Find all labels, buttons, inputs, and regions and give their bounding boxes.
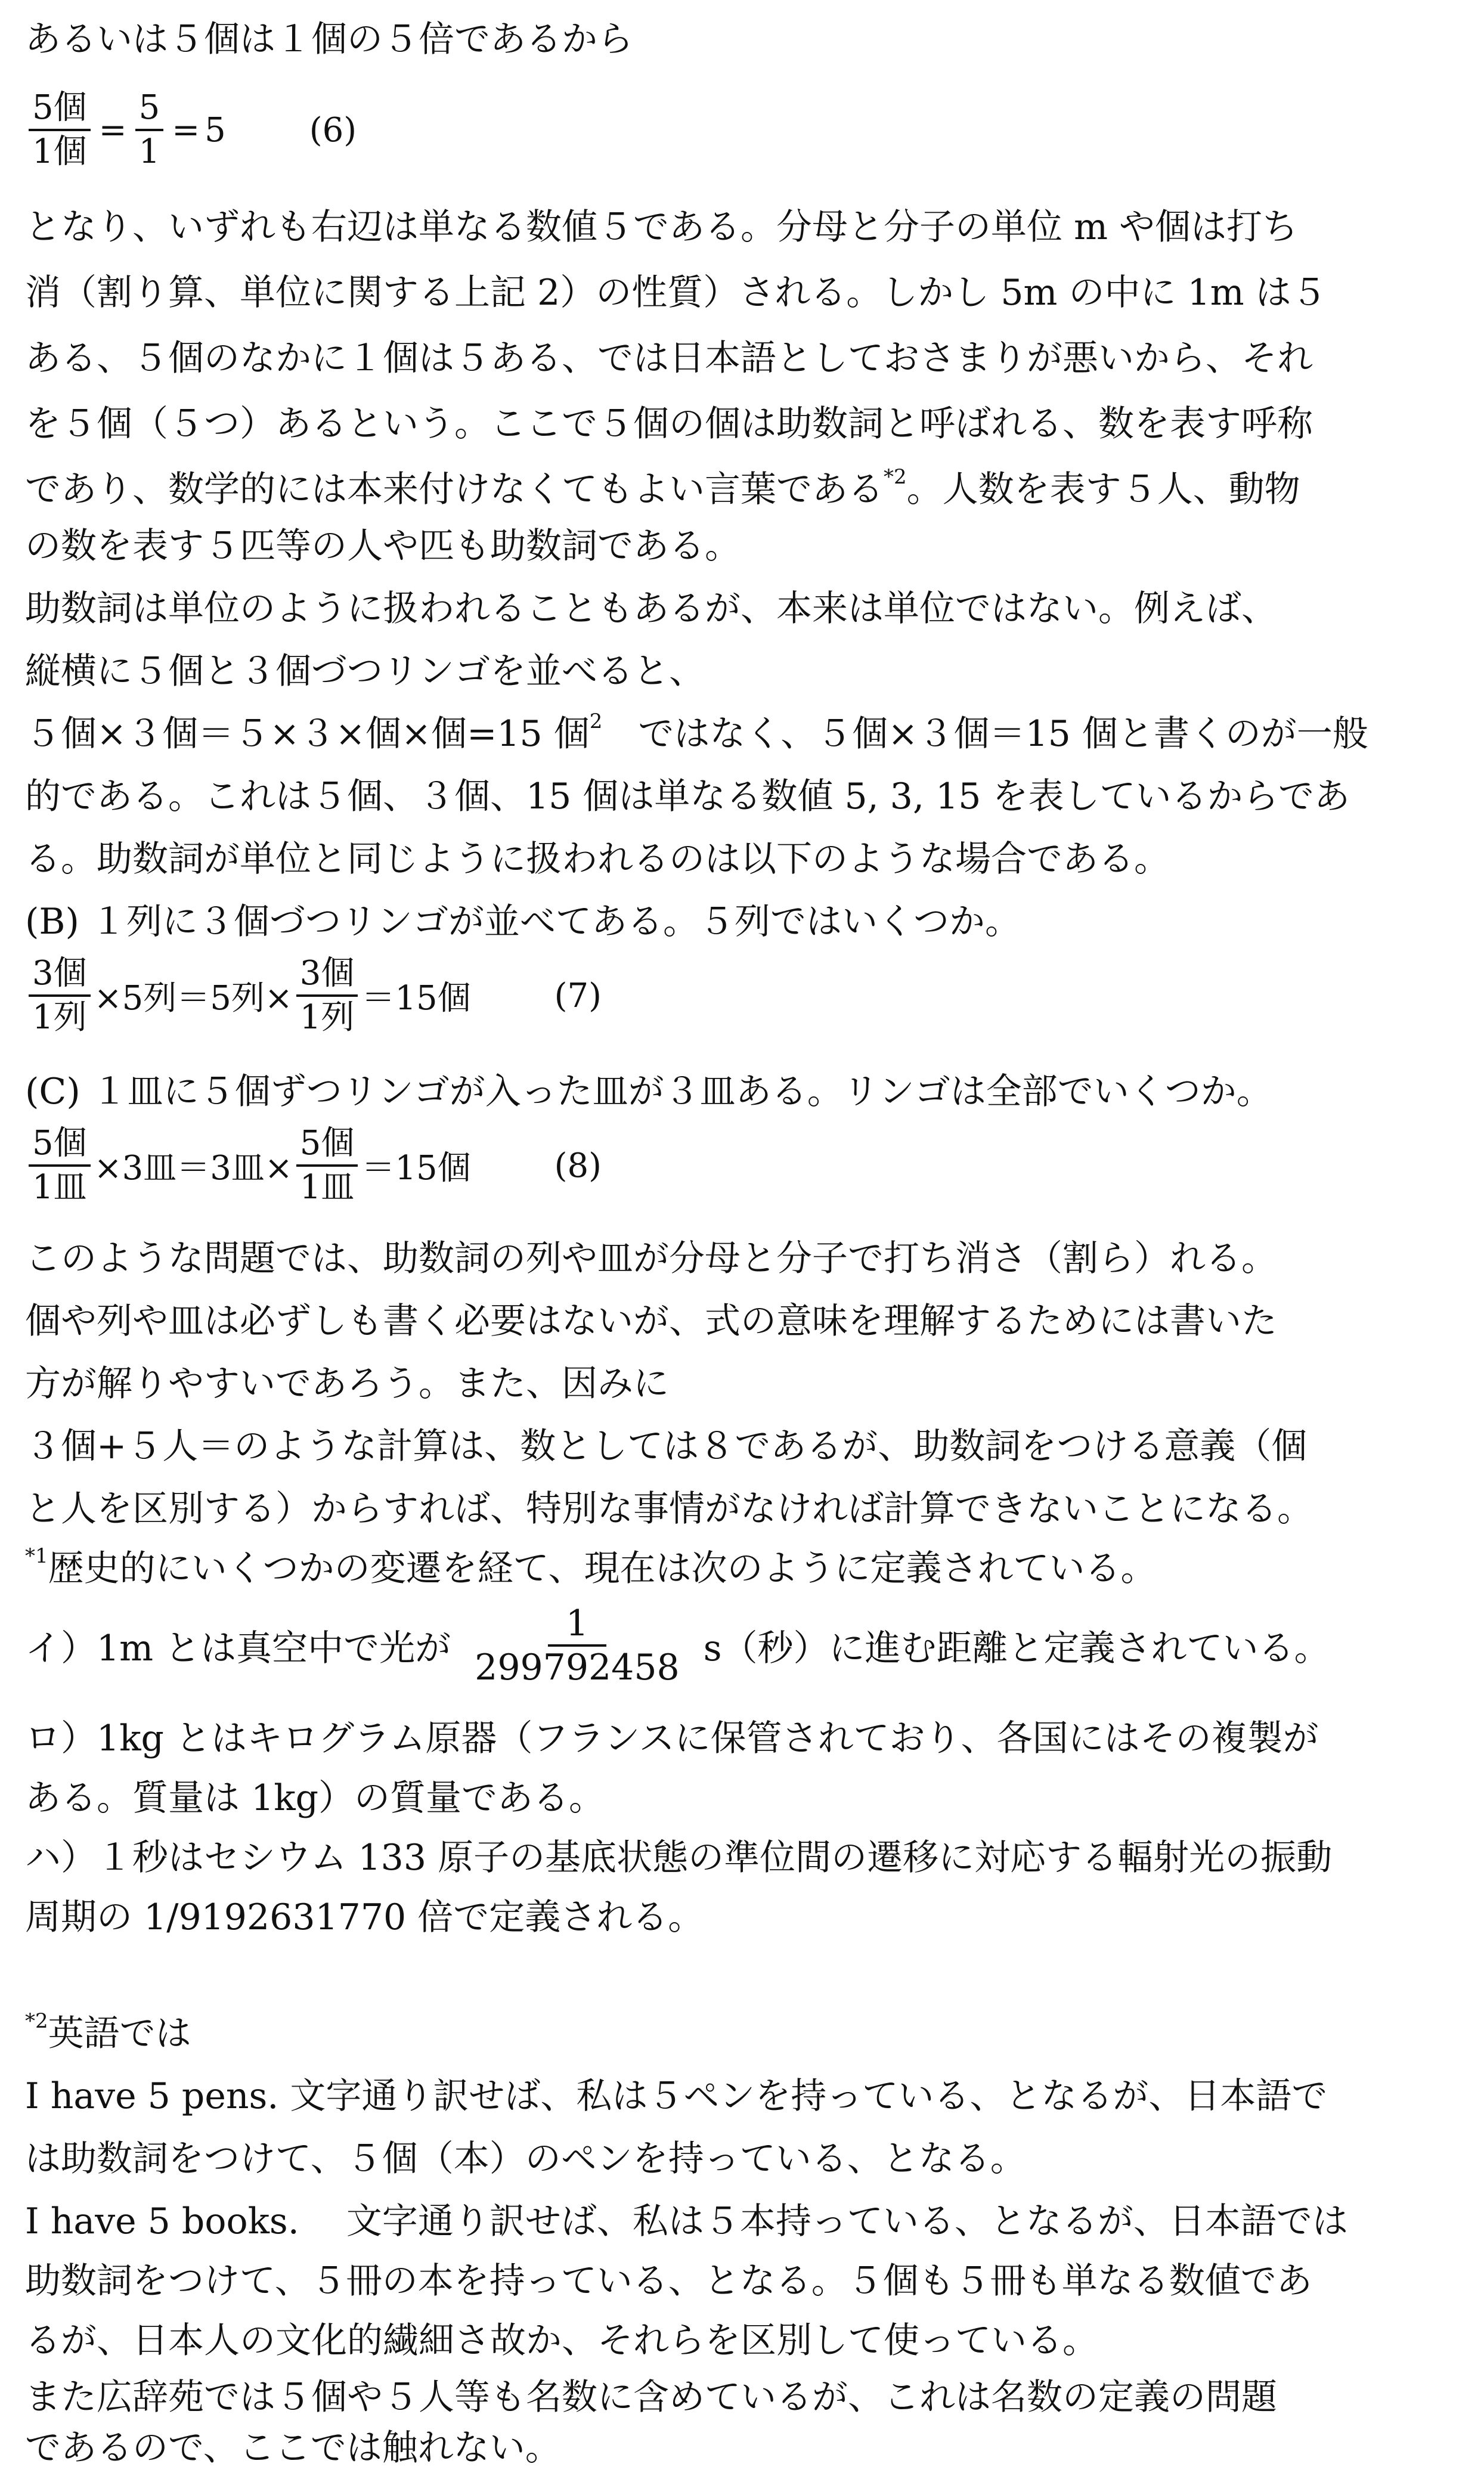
text-line: ハ）１秒はセシウム 133 原子の基底状態の準位間の遷移に対応する輻射光の振動 [25,1837,1333,1879]
denominator: 1皿 [32,1168,87,1207]
equation-6 [25,88,357,172]
equation-number: (7) [554,976,602,1015]
text-line: I have 5 books. 文字通り訳せば、私は５本持っている、となるが、日本語では [25,2201,1348,2242]
text-line: であるので、ここでは触れない。 [25,2427,561,2469]
equation-number: (6) [309,110,357,150]
fraction [29,1124,91,1207]
fraction [29,954,91,1037]
text-line: このような問題では、助数詞の列や皿が分母と分子で打ち消さ（割ら）れる。 [25,1238,1277,1279]
numerator: 5個 [296,1124,358,1167]
equation-result: 5 [205,110,226,150]
text-line: 的である。これは５個、３個、15 個は単なる数値 5, 3, 15 を表しているからであ [25,776,1350,817]
equation-segment: ×3皿＝3皿× [94,1149,293,1188]
text-line: 方が解りやすいであろう。また、因みに [25,1363,669,1405]
text-line: を５個（５つ）あるという。ここで５個の個は助数詞と呼ばれる、数を表す呼称 [25,403,1313,445]
denominator: 1列 [299,998,355,1037]
footnote-marker: *2 [25,2009,48,2033]
equation-result: ＝15個 [361,979,471,1018]
equation-result: ＝15個 [361,1149,471,1188]
fraction [296,954,358,1037]
equation-number: (8) [554,1146,602,1185]
denominator: 1列 [32,998,87,1037]
text-line: ３個+５人＝のような計算は、数としては８であるが、助数詞をつける意義（個 [25,1425,1308,1467]
text-line [25,709,1468,755]
text-segment: 英語では [48,2013,191,2054]
text-segment: 歴史的にいくつかの変遷を経て、現在は次のように定義されている。 [48,1548,1157,1589]
text-line: I have 5 pens. 文字通り訳せば、私は５ペンを持っている、となるが、日本語で [25,2075,1328,2117]
text-line: ロ）1kg とはキログラム原器（フランスに保管されており、各国にはその複製が [25,1718,1319,1759]
text-line: (C) １皿に５個ずつリンゴが入った皿が３皿ある。リンゴは全部でいくつか。 [25,1071,1272,1112]
denominator: 1個 [32,132,87,171]
definition-meter [25,1604,1330,1687]
denominator: 299792458 [475,1647,680,1688]
text-segment: イ）1m とは真空中で光が [25,1628,451,1669]
text-line: ある。質量は 1kg）の質量である。 [25,1777,605,1819]
text-segment: ではなく、５個×３個＝15 個と書くのが一般 [602,713,1368,755]
numerator: 5 [135,88,164,131]
text-line: また広辞苑では５個や５人等も名数に含めているが、これは名数の定義の問題 [25,2376,1277,2418]
superscript: 2 [589,709,603,733]
equation-8 [25,1124,602,1207]
numerator: 3個 [296,954,358,997]
text-line: の数を表す５匹等の人や匹も助数詞である。 [25,525,741,567]
footnote-ref: *2 [884,465,907,489]
text-line: る。助数詞が単位と同じように扱われるのは以下のような場合である。 [25,838,1170,880]
text-line: となり、いずれも右辺は単なる数値５である。分母と分子の単位 m や個は打ち [25,206,1299,248]
text-segment: 。人数を表す５人、動物 [906,469,1300,510]
text-line: 縦横に５個と３個づつリンゴを並べると、 [25,650,705,692]
numerator: 3個 [29,954,91,997]
numerator: 5個 [29,88,91,131]
text-line: あるいは５個は１個の５倍であるから [25,18,633,60]
numerator: 5個 [29,1124,91,1167]
text-line: 個や列や皿は必ずしも書く必要はないが、式の意味を理解するためには書いた [25,1300,1277,1342]
text-line: と人を区別する）からすれば、特別な事情がなければ計算できないことになる。 [25,1488,1313,1530]
denominator: 1皿 [299,1168,355,1207]
equation-7 [25,954,602,1037]
text-line: 助数詞をつけて、５冊の本を持っている、となる。５個も５冊も単なる数値であ [25,2260,1312,2302]
text-segment: ５個×３個＝５×３×個×個=15 個 [25,713,590,755]
numerator: 1 [548,1604,606,1647]
fraction [135,88,164,172]
footnote-1-line [25,1544,1468,1590]
denominator: 1 [138,132,160,171]
text-line: (B) １列に３個づつリンゴが並べてある。５列ではいくつか。 [25,901,1021,943]
equation-segment: ×5列＝5列× [94,979,293,1018]
footnote-marker: *1 [25,1544,48,1568]
fraction [296,1124,358,1207]
text-line: 消（割り算、単位に関する上記 2）の性質）される。しかし 5m の中に 1m は５ [25,272,1327,314]
text-line: るが、日本人の文化的繊細さ故か、それらを区別して使っている。 [25,2320,1098,2362]
text-line: は助数詞をつけて、５個（本）のペンを持っている、となる。 [25,2138,1026,2180]
equals-sign: = [172,110,200,150]
text-line [25,465,1468,511]
text-line: ある、５個のなかに１個は５ある、では日本語としておさまりが悪いから、それ [25,337,1313,379]
text-segment: であり、数学的には本来付けなくてもよい言葉である [25,469,884,510]
text-line: 助数詞は単位のように扱われることもあるが、本来は単位ではない。例えば、 [25,588,1277,630]
text-line: 周期の 1/9192631770 倍で定義される。 [25,1896,704,1938]
footnote-2-line [25,2009,1468,2055]
equals-sign: = [98,110,127,150]
fraction [29,88,91,172]
fraction [457,1604,698,1687]
text-segment: s（秒）に進む距離と定義されている。 [703,1628,1330,1669]
